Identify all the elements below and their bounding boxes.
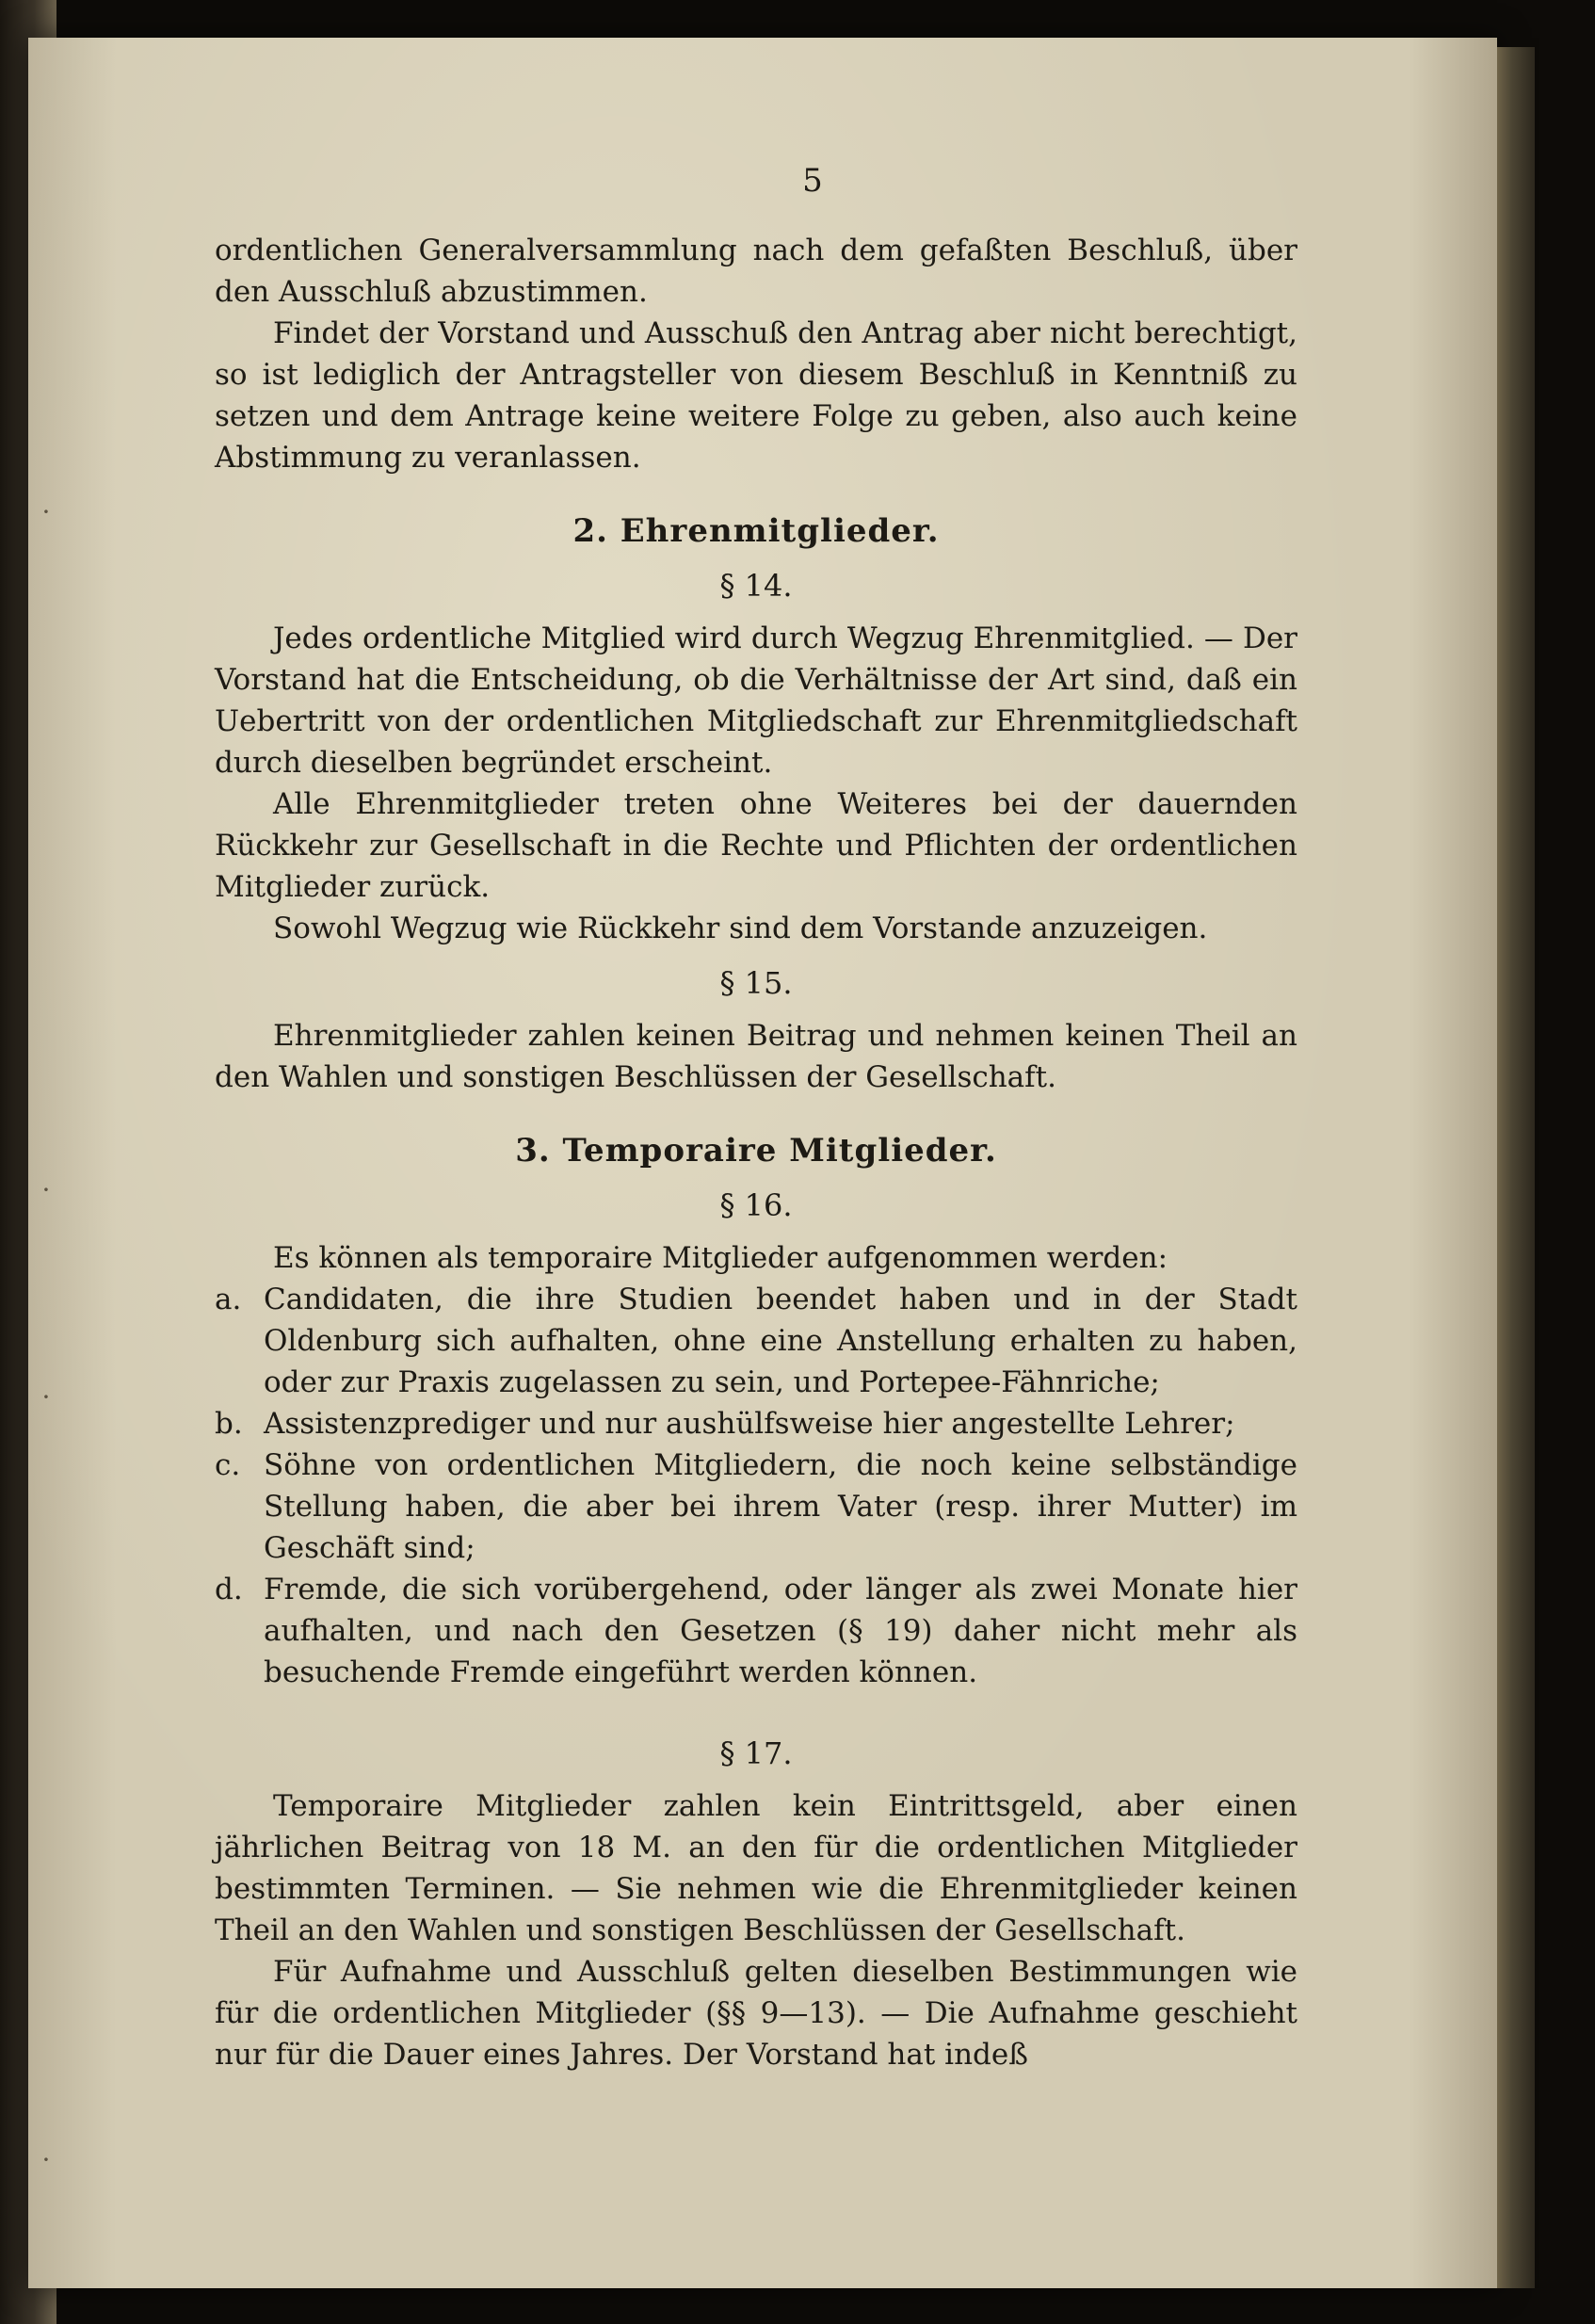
list-marker: c. <box>215 1448 241 1482</box>
section-heading: 3. Temporaire Mitglieder. <box>515 1132 997 1170</box>
list-item <box>215 1279 1297 1403</box>
margin-mark: · <box>41 1174 51 1205</box>
list-item-text: Söhne von ordentlichen Mitgliedern, die noch keine selbständige Stellung haben, die aber bei ihrem Vater (resp. ihrer Mutter) im Geschäft sind; <box>264 1448 1297 1565</box>
paragraph: ordentlichen Generalversammlung nach dem gefaßten Beschluß, über den Ausschluß abzustimmen. <box>215 234 1297 309</box>
page-content <box>215 160 1297 2075</box>
list-item <box>215 1569 1297 1693</box>
paragraph-number: § 17. <box>719 1735 793 1771</box>
page-number: 5 <box>802 162 823 200</box>
list-marker: b. <box>215 1407 243 1441</box>
page-edge <box>1497 47 1535 2288</box>
list-marker: a. <box>215 1283 242 1316</box>
paragraph: Temporaire Mitglieder zahlen kein Eintrittsgeld, aber einen jährlichen Beitrag von 18 M. an den für die ordentlichen Mitglieder bestimmten Terminen. — Sie nehmen wie die Ehrenmitglieder keinen Theil an den Wahlen und sonstigen Beschlüssen der Gesellschaft. <box>215 1789 1297 1947</box>
paragraph: Findet der Vorstand und Ausschuß den Antrag aber nicht berechtigt, so ist lediglich der Antragsteller von diesem Beschluß in Kenntniß zu setzen und dem Antrage keine weitere Folge zu geben, also auch keine Abstimmung zu veranlassen. <box>215 316 1297 475</box>
paragraph: Ehrenmitglieder zahlen keinen Beitrag und nehmen keinen Theil an den Wahlen und sonstigen Beschlüssen der Gesellschaft. <box>215 1019 1297 1094</box>
list-item-text: Candidaten, die ihre Studien beendet haben und in der Stadt Oldenburg sich aufhalten, ohne eine Anstellung erhalten zu haben, oder zur Praxis zugelassen zu sein, und Portepee-Fähnriche; <box>264 1283 1297 1399</box>
paragraph-number: § 14. <box>719 568 793 604</box>
paragraph: Für Aufnahme und Ausschluß gelten dieselben Bestimmungen wie für die ordentlichen Mitglieder (§§ 9—13). — Die Aufnahme geschieht nur für die Dauer eines Jahres. Der Vorstand hat indeß <box>215 1955 1297 2072</box>
list-item <box>215 1444 1297 1569</box>
margin-mark: · <box>41 2144 51 2175</box>
margin-mark: · <box>41 1381 51 1412</box>
list-marker: d. <box>215 1573 243 1606</box>
paragraph: Alle Ehrenmitglieder treten ohne Weiteres bei der dauernden Rückkehr zur Gesellschaft in die Rechte und Pflichten der ordentlichen Mitglieder zurück. <box>215 787 1297 904</box>
section-heading: 2. Ehrenmitglieder. <box>572 512 940 550</box>
list-item-text: Fremde, die sich vorübergehend, oder länger als zwei Monate hier aufhalten, und nach den Gesetzen (§ 19) daher nicht mehr als besuchende Fremde eingeführt werden können. <box>264 1573 1297 1689</box>
paragraph: Jedes ordentliche Mitglied wird durch Wegzug Ehrenmitglied. — Der Vorstand hat die Entscheidung, ob die Verhältnisse der Art sind, daß ein Uebertritt von der ordentlichen Mitgliedschaft zur Ehrenmitgliedschaft durch dieselben begründet erscheint. <box>215 621 1297 780</box>
list-item <box>215 1403 1297 1444</box>
paragraph-number: § 15. <box>719 965 793 1001</box>
list-item-text: Assistenzprediger und nur aushülfsweise hier angestellte Lehrer; <box>264 1407 1235 1441</box>
margin-mark: · <box>41 496 51 527</box>
paragraph-number: § 16. <box>719 1187 793 1223</box>
enumerated-list <box>215 1279 1297 1693</box>
paragraph: Sowohl Wegzug wie Rückkehr sind dem Vorstande anzuzeigen. <box>273 912 1208 945</box>
paragraph: Es können als temporaire Mitglieder aufgenommen werden: <box>273 1241 1168 1275</box>
